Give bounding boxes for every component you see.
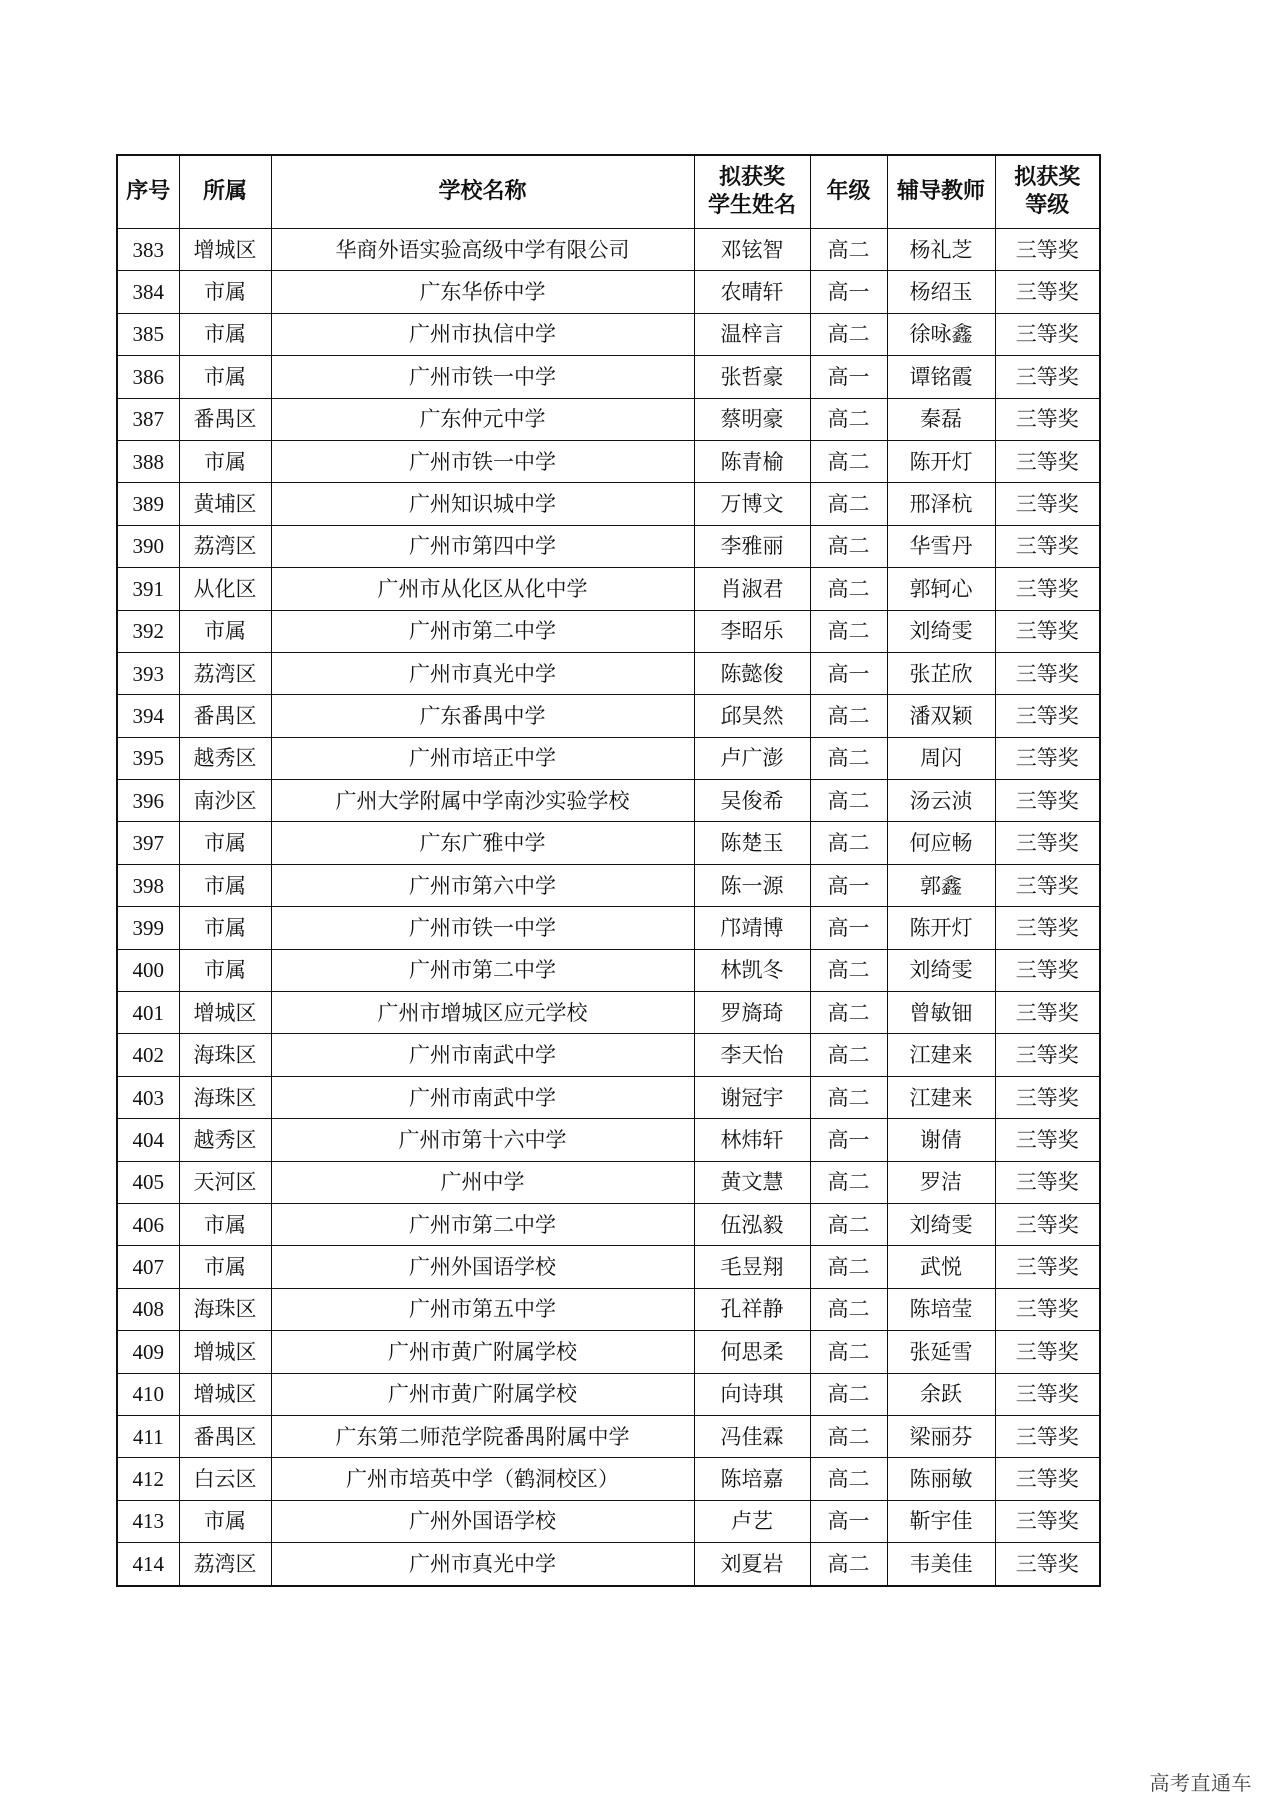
cell-student: 万博文	[694, 483, 810, 525]
cell-grade: 高二	[810, 398, 887, 440]
cell-grade: 高二	[810, 1373, 887, 1415]
cell-school: 广州知识城中学	[271, 483, 694, 525]
table-row	[117, 1543, 1100, 1586]
cell-teacher: 刘绮雯	[887, 610, 995, 652]
cell-affiliation: 市属	[179, 610, 271, 652]
header-teacher: 辅导教师	[887, 155, 995, 229]
cell-no: 394	[117, 695, 179, 737]
cell-school: 广州市第二中学	[271, 949, 694, 991]
cell-affiliation: 从化区	[179, 568, 271, 610]
cell-school: 广州市铁一中学	[271, 356, 694, 398]
cell-grade: 高二	[810, 1203, 887, 1245]
cell-student: 邓铉智	[694, 229, 810, 271]
cell-no: 409	[117, 1331, 179, 1373]
cell-level: 三等奖	[995, 1119, 1100, 1161]
cell-teacher: 江建来	[887, 1034, 995, 1076]
cell-no: 388	[117, 440, 179, 482]
cell-school: 广州市从化区从化中学	[271, 568, 694, 610]
cell-school: 广州市培英中学（鹤洞校区）	[271, 1458, 694, 1500]
cell-level: 三等奖	[995, 440, 1100, 482]
cell-affiliation: 白云区	[179, 1458, 271, 1500]
table-row	[117, 907, 1100, 949]
cell-student: 陈楚玉	[694, 822, 810, 864]
cell-teacher: 邢泽杭	[887, 483, 995, 525]
cell-no: 404	[117, 1119, 179, 1161]
cell-school: 广州市真光中学	[271, 1543, 694, 1586]
cell-school: 广州市第二中学	[271, 1203, 694, 1245]
cell-grade: 高二	[810, 1331, 887, 1373]
cell-level: 三等奖	[995, 356, 1100, 398]
cell-affiliation: 越秀区	[179, 1119, 271, 1161]
cell-teacher: 徐咏鑫	[887, 313, 995, 355]
cell-teacher: 谢倩	[887, 1119, 995, 1161]
cell-grade: 高二	[810, 440, 887, 482]
cell-affiliation: 海珠区	[179, 1034, 271, 1076]
cell-grade: 高一	[810, 356, 887, 398]
cell-school: 广东广雅中学	[271, 822, 694, 864]
cell-level: 三等奖	[995, 229, 1100, 271]
cell-no: 400	[117, 949, 179, 991]
header-level-line1: 拟获奖	[1014, 165, 1081, 190]
cell-no: 399	[117, 907, 179, 949]
cell-student: 向诗琪	[694, 1373, 810, 1415]
cell-grade: 高二	[810, 992, 887, 1034]
table-row	[117, 1203, 1100, 1245]
cell-level: 三等奖	[995, 737, 1100, 779]
cell-level: 三等奖	[995, 992, 1100, 1034]
cell-affiliation: 市属	[179, 1246, 271, 1288]
header-no: 序号	[117, 155, 179, 229]
cell-affiliation: 市属	[179, 1500, 271, 1542]
cell-level: 三等奖	[995, 568, 1100, 610]
cell-student: 李雅丽	[694, 525, 810, 567]
cell-student: 黄文慧	[694, 1161, 810, 1203]
cell-no: 401	[117, 992, 179, 1034]
cell-no: 392	[117, 610, 179, 652]
table-row	[117, 1500, 1100, 1542]
cell-teacher: 周闪	[887, 737, 995, 779]
cell-teacher: 陈丽敏	[887, 1458, 995, 1500]
cell-level: 三等奖	[995, 483, 1100, 525]
cell-teacher: 杨礼芝	[887, 229, 995, 271]
table-row	[117, 483, 1100, 525]
cell-grade: 高二	[810, 1415, 887, 1457]
cell-school: 广州市黄广附属学校	[271, 1373, 694, 1415]
table-row	[117, 271, 1100, 313]
cell-grade: 高一	[810, 864, 887, 906]
cell-teacher: 张延雪	[887, 1331, 995, 1373]
cell-teacher: 靳宇佳	[887, 1500, 995, 1542]
cell-teacher: 罗洁	[887, 1161, 995, 1203]
cell-teacher: 郭鑫	[887, 864, 995, 906]
cell-teacher: 潘双颖	[887, 695, 995, 737]
cell-level: 三等奖	[995, 1203, 1100, 1245]
cell-school: 广东仲元中学	[271, 398, 694, 440]
cell-student: 伍泓毅	[694, 1203, 810, 1245]
cell-no: 413	[117, 1500, 179, 1542]
cell-affiliation: 增城区	[179, 229, 271, 271]
cell-student: 毛昱翔	[694, 1246, 810, 1288]
cell-grade: 高二	[810, 229, 887, 271]
cell-no: 385	[117, 313, 179, 355]
table-row	[117, 610, 1100, 652]
cell-grade: 高二	[810, 1246, 887, 1288]
cell-teacher: 韦美佳	[887, 1543, 995, 1586]
table-row	[117, 1161, 1100, 1203]
cell-level: 三等奖	[995, 780, 1100, 822]
cell-student: 李天怡	[694, 1034, 810, 1076]
cell-student: 林凯冬	[694, 949, 810, 991]
cell-no: 396	[117, 780, 179, 822]
cell-level: 三等奖	[995, 1034, 1100, 1076]
header-student	[694, 155, 810, 229]
cell-teacher: 华雪丹	[887, 525, 995, 567]
cell-no: 414	[117, 1543, 179, 1586]
cell-grade: 高二	[810, 610, 887, 652]
cell-grade: 高二	[810, 525, 887, 567]
cell-school: 华商外语实验高级中学有限公司	[271, 229, 694, 271]
table-row	[117, 1119, 1100, 1161]
cell-affiliation: 市属	[179, 864, 271, 906]
cell-student: 陈一源	[694, 864, 810, 906]
cell-grade: 高二	[810, 695, 887, 737]
cell-affiliation: 增城区	[179, 992, 271, 1034]
cell-school: 广州大学附属中学南沙实验学校	[271, 780, 694, 822]
cell-student: 陈培嘉	[694, 1458, 810, 1500]
cell-student: 蔡明豪	[694, 398, 810, 440]
cell-school: 广州市第五中学	[271, 1288, 694, 1330]
cell-teacher: 余跃	[887, 1373, 995, 1415]
cell-grade: 高二	[810, 568, 887, 610]
cell-level: 三等奖	[995, 1500, 1100, 1542]
cell-affiliation: 荔湾区	[179, 525, 271, 567]
cell-level: 三等奖	[995, 1288, 1100, 1330]
table-row	[117, 864, 1100, 906]
cell-grade: 高二	[810, 1161, 887, 1203]
cell-level: 三等奖	[995, 1076, 1100, 1118]
cell-school: 广州外国语学校	[271, 1246, 694, 1288]
cell-affiliation: 市属	[179, 440, 271, 482]
cell-grade: 高一	[810, 1119, 887, 1161]
cell-affiliation: 市属	[179, 907, 271, 949]
cell-student: 肖淑君	[694, 568, 810, 610]
cell-no: 398	[117, 864, 179, 906]
cell-no: 384	[117, 271, 179, 313]
cell-teacher: 秦磊	[887, 398, 995, 440]
cell-student: 冯佳霖	[694, 1415, 810, 1457]
cell-no: 411	[117, 1415, 179, 1457]
cell-no: 410	[117, 1373, 179, 1415]
cell-no: 402	[117, 1034, 179, 1076]
cell-no: 383	[117, 229, 179, 271]
cell-teacher: 陈开灯	[887, 907, 995, 949]
table-row	[117, 1458, 1100, 1500]
cell-school: 广州市培正中学	[271, 737, 694, 779]
cell-student: 林炜轩	[694, 1119, 810, 1161]
cell-teacher: 张芷欣	[887, 652, 995, 694]
cell-student: 农晴轩	[694, 271, 810, 313]
cell-no: 391	[117, 568, 179, 610]
cell-school: 广州市南武中学	[271, 1076, 694, 1118]
table-row	[117, 1034, 1100, 1076]
cell-grade: 高一	[810, 1500, 887, 1542]
cell-affiliation: 黄埔区	[179, 483, 271, 525]
cell-level: 三等奖	[995, 1543, 1100, 1586]
cell-level: 三等奖	[995, 822, 1100, 864]
cell-affiliation: 增城区	[179, 1331, 271, 1373]
cell-teacher: 曾敏钿	[887, 992, 995, 1034]
cell-student: 吴俊希	[694, 780, 810, 822]
cell-no: 405	[117, 1161, 179, 1203]
header-level	[995, 155, 1100, 229]
cell-no: 393	[117, 652, 179, 694]
cell-no: 408	[117, 1288, 179, 1330]
cell-grade: 高二	[810, 483, 887, 525]
cell-school: 广东番禺中学	[271, 695, 694, 737]
cell-school: 广州市真光中学	[271, 652, 694, 694]
cell-level: 三等奖	[995, 525, 1100, 567]
cell-student: 卢广澎	[694, 737, 810, 779]
cell-student: 温梓言	[694, 313, 810, 355]
cell-level: 三等奖	[995, 1458, 1100, 1500]
table-row	[117, 822, 1100, 864]
cell-affiliation: 市属	[179, 949, 271, 991]
cell-grade: 高二	[810, 1076, 887, 1118]
cell-no: 403	[117, 1076, 179, 1118]
table-row	[117, 440, 1100, 482]
cell-student: 张哲豪	[694, 356, 810, 398]
table-row	[117, 356, 1100, 398]
cell-affiliation: 增城区	[179, 1373, 271, 1415]
cell-teacher: 何应畅	[887, 822, 995, 864]
cell-affiliation: 市属	[179, 313, 271, 355]
cell-school: 广东华侨中学	[271, 271, 694, 313]
header-grade: 年级	[810, 155, 887, 229]
table-row	[117, 695, 1100, 737]
cell-school: 广州市第六中学	[271, 864, 694, 906]
cell-no: 397	[117, 822, 179, 864]
cell-school: 广州市执信中学	[271, 313, 694, 355]
header-affiliation: 所属	[179, 155, 271, 229]
cell-school: 广州市南武中学	[271, 1034, 694, 1076]
table-row	[117, 1288, 1100, 1330]
watermark: 高考直通车	[1149, 1771, 1252, 1795]
cell-level: 三等奖	[995, 1246, 1100, 1288]
cell-student: 谢冠宇	[694, 1076, 810, 1118]
cell-teacher: 汤云浈	[887, 780, 995, 822]
cell-affiliation: 越秀区	[179, 737, 271, 779]
cell-teacher: 刘绮雯	[887, 949, 995, 991]
cell-affiliation: 海珠区	[179, 1288, 271, 1330]
cell-school: 广州外国语学校	[271, 1500, 694, 1542]
cell-teacher: 梁丽芬	[887, 1415, 995, 1457]
cell-affiliation: 市属	[179, 271, 271, 313]
cell-affiliation: 市属	[179, 822, 271, 864]
cell-teacher: 杨绍玉	[887, 271, 995, 313]
header-row	[117, 155, 1100, 229]
table-row	[117, 229, 1100, 271]
cell-school: 广州市铁一中学	[271, 440, 694, 482]
cell-teacher: 郭轲心	[887, 568, 995, 610]
table-body	[117, 229, 1100, 1586]
cell-level: 三等奖	[995, 652, 1100, 694]
cell-grade: 高二	[810, 1458, 887, 1500]
cell-affiliation: 海珠区	[179, 1076, 271, 1118]
cell-school: 广州市第十六中学	[271, 1119, 694, 1161]
header-level-line2: 等级	[1025, 193, 1070, 218]
cell-grade: 高二	[810, 949, 887, 991]
cell-grade: 高二	[810, 822, 887, 864]
cell-level: 三等奖	[995, 907, 1100, 949]
cell-grade: 高二	[810, 1288, 887, 1330]
cell-no: 412	[117, 1458, 179, 1500]
cell-school: 广州市黄广附属学校	[271, 1331, 694, 1373]
cell-level: 三等奖	[995, 610, 1100, 652]
cell-level: 三等奖	[995, 695, 1100, 737]
header-school: 学校名称	[271, 155, 694, 229]
cell-no: 387	[117, 398, 179, 440]
cell-teacher: 陈开灯	[887, 440, 995, 482]
table-row	[117, 525, 1100, 567]
cell-level: 三等奖	[995, 398, 1100, 440]
cell-no: 395	[117, 737, 179, 779]
table-row	[117, 1076, 1100, 1118]
table-row	[117, 1415, 1100, 1457]
cell-no: 386	[117, 356, 179, 398]
cell-student: 陈懿俊	[694, 652, 810, 694]
cell-teacher: 刘绮雯	[887, 1203, 995, 1245]
cell-no: 407	[117, 1246, 179, 1288]
cell-affiliation: 荔湾区	[179, 652, 271, 694]
cell-grade: 高二	[810, 737, 887, 779]
cell-student: 罗旖琦	[694, 992, 810, 1034]
cell-school: 广州市增城区应元学校	[271, 992, 694, 1034]
cell-school: 广东第二师范学院番禺附属中学	[271, 1415, 694, 1457]
cell-level: 三等奖	[995, 1161, 1100, 1203]
cell-affiliation: 市属	[179, 356, 271, 398]
table-row	[117, 949, 1100, 991]
table-row	[117, 737, 1100, 779]
cell-student: 孔祥静	[694, 1288, 810, 1330]
table-row	[117, 313, 1100, 355]
cell-affiliation: 番禺区	[179, 398, 271, 440]
cell-grade: 高一	[810, 271, 887, 313]
cell-grade: 高一	[810, 652, 887, 694]
cell-affiliation: 番禺区	[179, 695, 271, 737]
cell-level: 三等奖	[995, 1415, 1100, 1457]
cell-student: 何思柔	[694, 1331, 810, 1373]
cell-student: 刘夏岩	[694, 1543, 810, 1586]
cell-grade: 高二	[810, 313, 887, 355]
cell-teacher: 陈培莹	[887, 1288, 995, 1330]
header-student-line1: 拟获奖	[718, 165, 785, 190]
table-row	[117, 1373, 1100, 1415]
cell-affiliation: 番禺区	[179, 1415, 271, 1457]
cell-teacher: 谭铭霞	[887, 356, 995, 398]
table-row	[117, 1331, 1100, 1373]
cell-grade: 高二	[810, 1034, 887, 1076]
cell-grade: 高一	[810, 907, 887, 949]
cell-no: 389	[117, 483, 179, 525]
cell-teacher: 武悦	[887, 1246, 995, 1288]
cell-no: 390	[117, 525, 179, 567]
cell-level: 三等奖	[995, 864, 1100, 906]
cell-school: 广州市第四中学	[271, 525, 694, 567]
table-row	[117, 568, 1100, 610]
cell-student: 李昭乐	[694, 610, 810, 652]
cell-student: 卢艺	[694, 1500, 810, 1542]
cell-level: 三等奖	[995, 1373, 1100, 1415]
cell-school: 广州市铁一中学	[271, 907, 694, 949]
cell-affiliation: 南沙区	[179, 780, 271, 822]
cell-grade: 高二	[810, 780, 887, 822]
cell-grade: 高二	[810, 1543, 887, 1586]
table-row	[117, 992, 1100, 1034]
table-row	[117, 398, 1100, 440]
award-table	[116, 154, 1101, 1587]
cell-level: 三等奖	[995, 313, 1100, 355]
table-row	[117, 652, 1100, 694]
cell-level: 三等奖	[995, 271, 1100, 313]
cell-affiliation: 荔湾区	[179, 1543, 271, 1586]
cell-affiliation: 市属	[179, 1203, 271, 1245]
cell-student: 陈青榆	[694, 440, 810, 482]
table-row	[117, 780, 1100, 822]
cell-school: 广州市第二中学	[271, 610, 694, 652]
cell-affiliation: 天河区	[179, 1161, 271, 1203]
cell-student: 邝靖博	[694, 907, 810, 949]
table-row	[117, 1246, 1100, 1288]
cell-level: 三等奖	[995, 1331, 1100, 1373]
header-student-line2: 学生姓名	[707, 193, 796, 218]
cell-student: 邱昊然	[694, 695, 810, 737]
cell-school: 广州中学	[271, 1161, 694, 1203]
cell-level: 三等奖	[995, 949, 1100, 991]
cell-no: 406	[117, 1203, 179, 1245]
cell-teacher: 江建来	[887, 1076, 995, 1118]
